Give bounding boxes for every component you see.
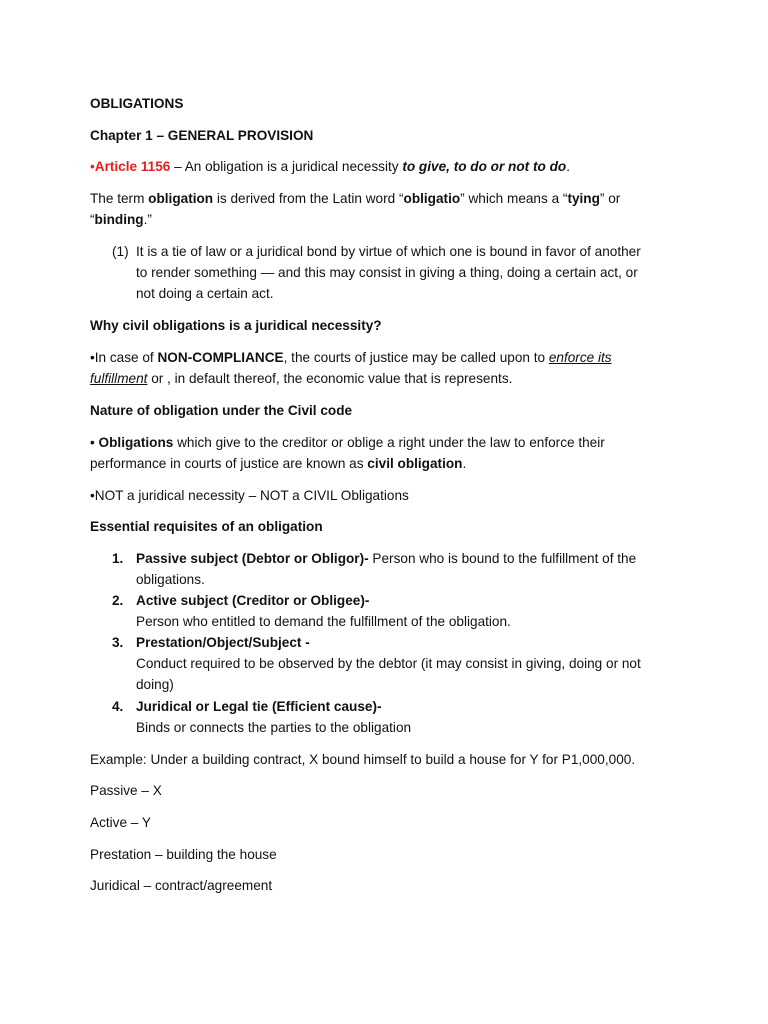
- active-line: Active – Y: [90, 815, 151, 830]
- nature-line2: performance in courts of justice are known as civil obligation.: [90, 456, 467, 471]
- requisite-desc: Person who entitled to demand the fulfillment of the obligation.: [136, 614, 511, 629]
- requisite-title: Passive subject (Debtor or Obligor)- Person who is bound to the fulfillment of the: [136, 551, 637, 566]
- chapter-heading: Chapter 1 – GENERAL PROVISION: [90, 128, 314, 143]
- article-1156-line: •Article 1156 – An obligation is a juridical necessity to give, to do or not to do.: [90, 159, 570, 174]
- item1-line: to render something — and this may consist in giving a thing, doing a certain act, or: [136, 265, 638, 280]
- document-title: OBLIGATIONS: [90, 96, 184, 111]
- requisite-desc: doing): [136, 677, 174, 692]
- requisite-number: 3.: [112, 635, 124, 650]
- noncompliance-line2: fulfillment or , in default thereof, the economic value that is represents.: [90, 371, 513, 386]
- juridical-line: Juridical – contract/agreement: [90, 878, 273, 893]
- requisite-title: Prestation/Object/Subject -: [136, 635, 310, 650]
- list-marker: (1): [112, 244, 129, 259]
- requisite-number: 4.: [112, 699, 124, 714]
- term-definition-line1: The term obligation is derived from the Latin word “obligatio” which means a “tying” or: [90, 191, 621, 206]
- prestation-line: Prestation – building the house: [90, 847, 277, 862]
- item1-line: It is a tie of law or a juridical bond by virtue of which one is bound in favor of another: [136, 244, 641, 259]
- requisite-number: 2.: [112, 593, 124, 608]
- passive-line: Passive – X: [90, 783, 162, 798]
- requisite-title: Active subject (Creditor or Obligee)-: [136, 593, 370, 608]
- example-line: Example: Under a building contract, X bound himself to build a house for Y for P1,000,000.: [90, 752, 636, 767]
- nature-heading: Nature of obligation under the Civil code: [90, 403, 353, 418]
- item1-line: not doing a certain act.: [136, 286, 274, 301]
- requisite-desc: obligations.: [136, 572, 205, 587]
- why-heading: Why civil obligations is a juridical necessity?: [90, 318, 382, 333]
- nature-line1: • Obligations which give to the creditor or oblige a right under the law to enforce their: [90, 435, 605, 450]
- noncompliance-line1: •In case of NON-COMPLIANCE, the courts of justice may be called upon to enforce its: [90, 350, 612, 365]
- requisite-title: Juridical or Legal tie (Efficient cause)-: [136, 699, 382, 714]
- requisite-desc: Binds or connects the parties to the obligation: [136, 720, 412, 735]
- requisite-desc: Conduct required to be observed by the debtor (it may consist in giving, doing or not: [136, 656, 641, 671]
- not-juridical-line: •NOT a juridical necessity – NOT a CIVIL Obligations: [90, 488, 409, 503]
- requisites-heading: Essential requisites of an obligation: [90, 519, 323, 534]
- term-definition-line2: “binding.”: [90, 212, 152, 227]
- requisite-number: 1.: [112, 551, 124, 566]
